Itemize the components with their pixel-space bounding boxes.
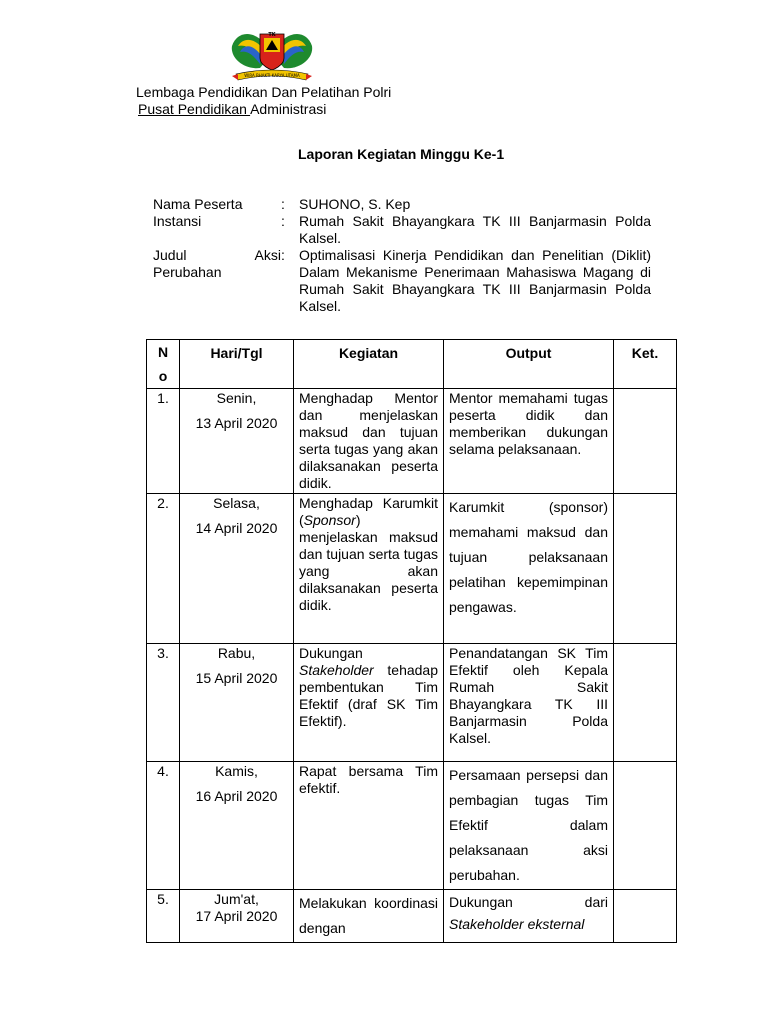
row-note xyxy=(614,762,677,890)
activity-table xyxy=(146,339,677,943)
table-row xyxy=(147,389,677,494)
participant-info xyxy=(153,196,651,315)
row-date-value: 17 April 2020 xyxy=(195,908,278,924)
instansi-value: Rumah Sakit Bhayangkara TK III Banjarmasin Polda Kalsel. xyxy=(299,213,651,246)
row-activity xyxy=(294,644,444,762)
row-note xyxy=(614,389,677,494)
judul-colon: : xyxy=(281,247,285,263)
table-row xyxy=(147,890,677,943)
row-number: 5. xyxy=(147,890,180,943)
institution-name: Lembaga Pendidikan Dan Pelatihan Polri xyxy=(136,84,392,100)
institution-subname xyxy=(138,101,326,117)
header-output: Output xyxy=(444,340,614,389)
row-day: Senin, xyxy=(216,390,257,406)
nama-colon: : xyxy=(281,196,285,212)
row-activity-part2: ) menjelaskan maksud dan tujuan serta tugas yang akan dilaksanakan peserta didik. xyxy=(299,512,438,613)
instansi-colon: : xyxy=(281,213,285,229)
row-number: 4. xyxy=(147,762,180,890)
info-row-nama xyxy=(153,196,651,213)
row-day: Rabu, xyxy=(217,645,256,661)
row-date xyxy=(180,494,294,644)
judul-label xyxy=(153,247,281,315)
header-date: Hari/Tgl xyxy=(180,340,294,389)
svg-text:TK: TK xyxy=(268,32,276,38)
table-row xyxy=(147,644,677,762)
row-activity-part1: Dukungan xyxy=(299,645,363,661)
table-row xyxy=(147,762,677,890)
institution-subname-prefix: Pusat Pendidikan xyxy=(138,101,251,117)
row-activity xyxy=(294,494,444,644)
header-activity: Kegiatan xyxy=(294,340,444,389)
row-output: Karumkit (sponsor) memahami maksud dan tujuan pelaksanaan pelatihan kepemimpinan pengawas. xyxy=(444,494,614,644)
svg-text:WIRA BHAKTI KARYA UTAMA: WIRA BHAKTI KARYA UTAMA xyxy=(244,73,300,78)
judul-label-line2: Perubahan xyxy=(153,264,222,280)
row-date-value: 13 April 2020 xyxy=(195,415,278,431)
row-number: 1. xyxy=(147,389,180,494)
header-no: No xyxy=(147,340,180,389)
instansi-label: Instansi xyxy=(153,213,202,229)
row-date xyxy=(180,389,294,494)
row-activity-emphasis: Sponsor xyxy=(303,512,356,528)
info-row-judul xyxy=(153,247,651,315)
row-day: Jum'at, xyxy=(214,891,259,907)
row-output xyxy=(444,890,614,943)
report-title: Laporan Kegiatan Minggu Ke-1 xyxy=(298,146,505,162)
row-date-value: 15 April 2020 xyxy=(195,670,278,686)
row-output: Mentor memahami tugas peserta didik dan memberikan dukungan selama pelaksanaan. xyxy=(444,389,614,494)
institution-subname-suffix: Administrasi xyxy=(250,101,327,117)
row-output: Penandatangan SK Tim Efektif oleh Kepala Rumah Sakit Bhayangkara TK III Banjarmasin Polda Kalsel. xyxy=(444,644,614,762)
nama-label: Nama Peserta xyxy=(153,196,243,212)
row-activity: Rapat bersama Tim efektif. xyxy=(294,762,444,890)
row-date-value: 14 April 2020 xyxy=(195,520,278,536)
info-row-instansi xyxy=(153,213,651,247)
row-note xyxy=(614,890,677,943)
row-output-part1: Dukungan dari xyxy=(449,894,608,910)
row-date xyxy=(180,762,294,890)
row-number: 2. xyxy=(147,494,180,644)
polri-emblem-logo xyxy=(230,24,314,86)
row-note xyxy=(614,644,677,762)
row-day: Selasa, xyxy=(213,495,260,511)
header-note: Ket. xyxy=(614,340,677,389)
row-date xyxy=(180,644,294,762)
row-note xyxy=(614,494,677,644)
table-header-row xyxy=(147,340,677,389)
row-activity-part2: tehadap pembentukan Tim Efektif (draf SK Tim Efektif). xyxy=(299,662,438,729)
row-activity: Menghadap Mentor dan menjelaskan maksud dan tujuan serta tugas yang akan dilaksanakan peserta didik. xyxy=(294,389,444,494)
table-row xyxy=(147,494,677,644)
row-activity-emphasis: Stakeholder xyxy=(299,662,374,678)
nama-value: SUHONO, S. Kep xyxy=(299,196,411,212)
row-activity: Melakukan koordinasi dengan xyxy=(294,890,444,943)
row-number: 3. xyxy=(147,644,180,762)
row-activity-part1: Menghadap Karumkit ( xyxy=(299,495,438,528)
row-day: Kamis, xyxy=(215,763,258,779)
judul-value: Optimalisasi Kinerja Pendidikan dan Penelitian (Diklit) Dalam Mekanisme Penerimaan Mahasiswa Magang di Rumah Sakit Bhayangkara TK III Banjarmasin Polda Kalsel. xyxy=(299,247,651,314)
row-output: Persamaan persepsi dan pembagian tugas Tim Efektif dalam pelaksanaan aksi perubahan. xyxy=(444,762,614,890)
row-output-emphasis: Stakeholder eksternal xyxy=(449,916,585,932)
row-date xyxy=(180,890,294,943)
judul-label-line1: Judul Aksi xyxy=(153,247,281,263)
row-date-value: 16 April 2020 xyxy=(195,788,278,804)
